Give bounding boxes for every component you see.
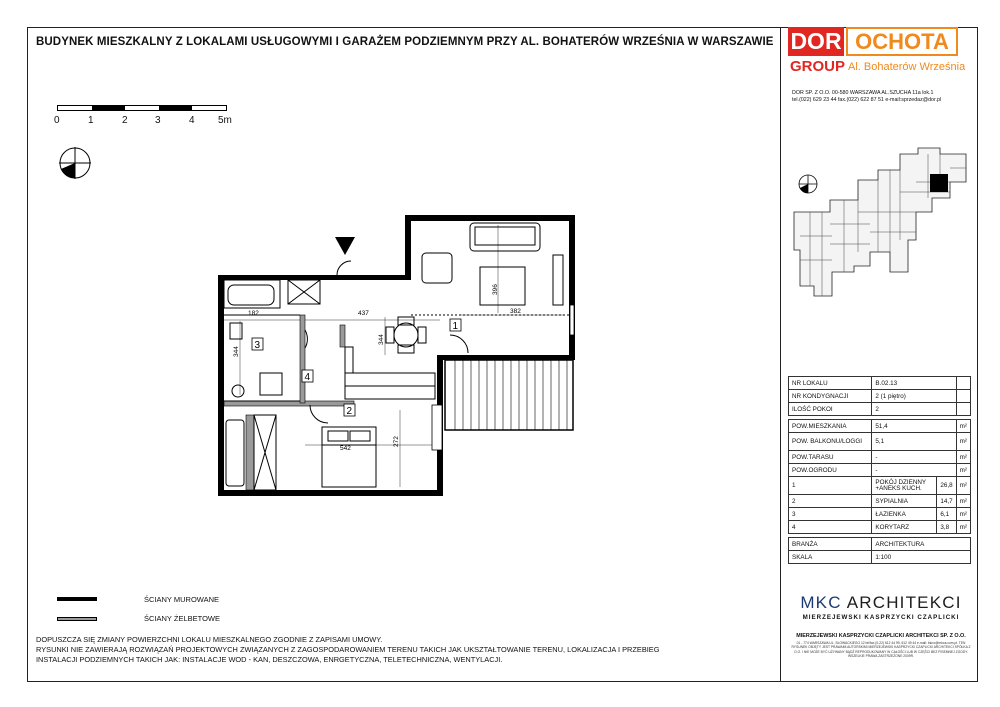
pow-ogrodu-value: - <box>872 464 956 477</box>
unit: m² <box>956 451 970 464</box>
room-label-1: 1 <box>452 321 459 332</box>
sidebar-divider <box>780 27 781 682</box>
company-address <box>792 90 972 104</box>
architect-firm: MIERZEJEWSKI KASPRZYCKI CZAPLICKI ARCHITEKCI SP. Z O.O. <box>796 633 966 639</box>
legend-zelbetowe-swatch <box>57 617 97 621</box>
nr-kondygnacji-label: NR KONDYGNACJI <box>789 390 872 403</box>
room-name: POKÓJ DZIENNY +ANEKS KUCH. <box>872 477 937 495</box>
mkc-logo-architekci: ARCHITEKCI <box>846 593 962 612</box>
page-title: BUDYNEK MIESZKALNY Z LOKALAMI USŁUGOWYMI I GARAŻEM PODZIEMNYM PRZY AL. BOHATERÓW WRZEŚNIA W WARSZAWIE <box>36 36 774 48</box>
pow-tarasu-value: - <box>872 451 956 464</box>
scale-label: 0 <box>54 115 60 126</box>
dim-272: 272 <box>393 436 400 447</box>
note-line-1: DOPUSZCZA SIĘ ZMIANY POWIERZCHNI LOKALU MIESZKALNEGO ZGODNIE Z ZAPISAMI UMOWY. <box>36 635 383 644</box>
mkc-logo <box>790 593 972 613</box>
branza-value: ARCHITEKTURA <box>872 538 971 551</box>
dim-542: 542 <box>340 445 351 452</box>
nr-lokalu-value: B.02.13 <box>872 377 956 390</box>
unit: m² <box>956 477 970 495</box>
room-area: 14,7 <box>937 495 956 508</box>
notes <box>36 635 766 665</box>
pow-mieszkania-value: 51,4 <box>872 420 956 433</box>
unit: m² <box>956 495 970 508</box>
branza-label: BRANŻA <box>789 538 872 551</box>
pow-mieszkania-label: POW.MIESZKANIA <box>789 420 872 433</box>
room-area: 6,1 <box>937 508 956 521</box>
room-num: 3 <box>789 508 872 521</box>
unit: m² <box>956 508 970 521</box>
note-line-2: RYSUNKI NIE ZAWIERAJĄ ROZWIĄZAŃ PROJEKTOWYCH ZWIĄZANYCH Z ZAGOSPODAROWANIEM TERENU TAKICH JAK UKSZTAŁTOWANIE TERENU, LOKALIZACJA I PRZEBIEG <box>36 645 660 654</box>
unit: m² <box>956 521 970 534</box>
ilosc-pokoi-value: 2 <box>872 403 956 416</box>
note-line-3: INSTALACJI PODZIEMNYCH TAKICH JAK: INSTALACJE WOD - KAN, DESZCZOWA, ENRGETYCZNA, TELETECHNICZNA, WENTYLACJI. <box>36 655 503 664</box>
architect-block <box>790 593 972 659</box>
nr-kondygnacji-value: 2 (1 piętro) <box>872 390 956 403</box>
company-line-1: DOR SP. Z O.O. 00-580 WARSZAWA AL.SZUCHA 11a lok.1 <box>792 90 934 96</box>
room-label-2: 2 <box>346 406 353 417</box>
north-arrow-icon <box>55 143 95 183</box>
unit: m² <box>956 420 970 433</box>
scale-label: 5m <box>218 115 232 126</box>
ilosc-pokoi-label: ILOŚĆ POKOI <box>789 403 872 416</box>
floor-plan <box>210 205 590 500</box>
pow-tarasu-label: POW.TARASU <box>789 451 872 464</box>
mkc-logo-mkc: MKC <box>800 593 842 612</box>
dim-344-b: 344 <box>233 346 240 357</box>
room-name: ŁAZIENKA <box>872 508 937 521</box>
apartment-info-table <box>788 376 971 564</box>
logo-dor: DOR <box>788 27 844 56</box>
legend-murowane-swatch <box>57 597 97 601</box>
skala-value: 1:100 <box>872 551 971 564</box>
room-label-4: 4 <box>304 372 311 383</box>
legend-zelbetowe-label: ŚCIANY ŻELBETOWE <box>144 614 220 623</box>
dim-344-a: 344 <box>378 334 385 345</box>
legend-murowane-label: ŚCIANY MUROWANE <box>144 595 220 604</box>
pow-balkonu-value: 5,1 <box>872 433 956 451</box>
dim-396: 396 <box>492 284 499 295</box>
nr-lokalu-label: NR LOKALU <box>789 377 872 390</box>
scale-label: 1 <box>88 115 94 126</box>
key-plan <box>790 140 972 315</box>
dor-ochota-logo <box>786 27 972 82</box>
unit: m² <box>956 433 970 451</box>
pow-balkonu-label: POW. BALKONU/LOGGI <box>789 433 872 451</box>
unit: m² <box>956 464 970 477</box>
logo-ochota: OCHOTA <box>846 27 958 56</box>
logo-group: GROUP <box>790 58 846 75</box>
dim-182: 182 <box>248 310 259 317</box>
entrance-arrow-icon <box>335 237 355 255</box>
logo-subtitle: Al. Bohaterów Września <box>848 61 966 73</box>
room-label-3: 3 <box>254 340 261 351</box>
scale-label: 3 <box>155 115 161 126</box>
balcony <box>445 360 573 430</box>
room-num: 4 <box>789 521 872 534</box>
company-line-2: tel.(022) 629 23 44 fax.(022) 622 87 51 e-mail:sprzedaz@dor.pl <box>792 97 942 103</box>
room-num: 2 <box>789 495 872 508</box>
dim-437: 437 <box>358 310 369 317</box>
room-name: SYPIALNIA <box>872 495 937 508</box>
pow-ogrodu-label: POW.OGRODU <box>789 464 872 477</box>
room-num: 1 <box>789 477 872 495</box>
mkc-subtitle: MIERZEJEWSKI KASPRZYCKI CZAPLICKI <box>802 614 960 621</box>
room-area: 3,8 <box>937 521 956 534</box>
scale-label: 2 <box>122 115 128 126</box>
dim-382: 382 <box>510 308 521 315</box>
architect-small-print: 01 - 774 WARSZAWA UL. SŁOWACKIEGO 12 tel/fax (0-22) 612 44 99, 612 49 44 e-mail: biuro@mkca.com.pl. TEN RYSUNEK OBJĘTY JEST PRAWAMI AUTORSKIMI MIERZEJEWSKI KASPRZYCKI CZAPLICKI ARCHITEKCI SPÓŁKA Z O.O. I NIE MOŻE BYĆ UŻYWANY BĄDŹ REPRODUKOWANY W CAŁOŚCI LUB W CZĘŚCI BEZ PISEMNEJ ZGODY. WSZELKIE PRAWA ZASTRZEŻONE 2009R. <box>791 641 971 659</box>
scale-label: 4 <box>189 115 195 126</box>
room-area: 26,8 <box>937 477 956 495</box>
skala-label: SKALA <box>789 551 872 564</box>
scale-bar <box>57 105 227 111</box>
room-name: KORYTARZ <box>872 521 937 534</box>
key-plan-highlight <box>930 174 948 192</box>
